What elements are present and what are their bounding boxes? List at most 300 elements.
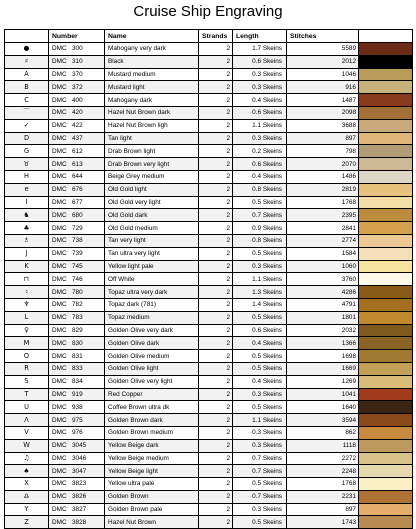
strands-cell: 2: [199, 106, 233, 119]
color-swatch: [359, 106, 413, 119]
brand-label: DMC: [52, 429, 67, 437]
symbol-cell: Y: [5, 503, 49, 516]
stitches-cell: 1698: [287, 350, 359, 363]
brand-label: DMC: [52, 160, 67, 168]
brand-label: DMC: [52, 134, 67, 142]
table-row: [5, 362, 413, 375]
name-cell: Off White: [105, 273, 199, 286]
stitches-cell: 897: [287, 503, 359, 516]
color-swatch: [359, 145, 413, 158]
strands-cell: 2: [199, 68, 233, 81]
name-cell: Drab Brown very light: [105, 158, 199, 171]
color-swatch: [359, 273, 413, 286]
table-row: [5, 273, 413, 286]
symbol-cell: L: [5, 311, 49, 324]
color-swatch: [359, 81, 413, 94]
color-swatch: [359, 439, 413, 452]
name-cell: Old Gold very light: [105, 196, 199, 209]
color-code: 829: [72, 326, 83, 334]
table-row: [5, 158, 413, 171]
color-code: 780: [72, 288, 83, 296]
brand-label: DMC: [52, 147, 67, 155]
stitches-cell: 862: [287, 426, 359, 439]
header-strands: Strands: [199, 30, 233, 43]
number-cell: [49, 401, 105, 414]
length-cell: 0.3 Skeins: [233, 81, 287, 94]
number-cell: [49, 170, 105, 183]
table-row: [5, 490, 413, 503]
color-swatch: [359, 158, 413, 171]
color-swatch: [359, 94, 413, 107]
table-row: [5, 260, 413, 273]
color-code: 644: [72, 173, 83, 181]
number-cell: [49, 388, 105, 401]
number-cell: [49, 490, 105, 503]
strands-cell: 2: [199, 478, 233, 491]
strands-cell: 2: [199, 81, 233, 94]
strands-cell: 2: [199, 196, 233, 209]
color-code: 975: [72, 416, 83, 424]
strands-cell: 2: [199, 183, 233, 196]
name-cell: Drab Brown light: [105, 145, 199, 158]
length-cell: 1.4 Skeins: [233, 298, 287, 311]
number-cell: [49, 362, 105, 375]
name-cell: Old Gold light: [105, 183, 199, 196]
number-cell: [49, 426, 105, 439]
length-cell: 0.5 Skeins: [233, 401, 287, 414]
symbol-cell: ♆: [5, 298, 49, 311]
strands-cell: 2: [199, 94, 233, 107]
table-row: [5, 183, 413, 196]
symbol-cell: V: [5, 426, 49, 439]
number-cell: [49, 337, 105, 350]
stitches-cell: 2070: [287, 158, 359, 171]
number-cell: [49, 465, 105, 478]
color-swatch: [359, 298, 413, 311]
name-cell: Mustard light: [105, 81, 199, 94]
table-row: [5, 503, 413, 516]
stitches-cell: 2272: [287, 452, 359, 465]
stitches-cell: 1768: [287, 196, 359, 209]
length-cell: 0.7 Skeins: [233, 452, 287, 465]
number-cell: [49, 145, 105, 158]
table-row: [5, 426, 413, 439]
color-code: 976: [72, 429, 83, 437]
table-row: [5, 209, 413, 222]
length-cell: 0.3 Skeins: [233, 439, 287, 452]
length-cell: 1.3 Skeins: [233, 286, 287, 299]
brand-label: DMC: [52, 45, 67, 53]
name-cell: Golden Brown: [105, 490, 199, 503]
stitches-cell: 897: [287, 132, 359, 145]
color-code: 3826: [72, 493, 87, 501]
name-cell: Tan very light: [105, 234, 199, 247]
length-cell: 0.2 Skeins: [233, 145, 287, 158]
strands-cell: 2: [199, 452, 233, 465]
symbol-cell: B: [5, 81, 49, 94]
stitches-cell: 1366: [287, 337, 359, 350]
brand-label: DMC: [52, 288, 67, 296]
brand-label: DMC: [52, 390, 67, 398]
stitches-cell: 2012: [287, 55, 359, 68]
name-cell: Golden Brown pale: [105, 503, 199, 516]
color-code: 739: [72, 250, 83, 258]
thread-table: [4, 29, 413, 529]
stitches-cell: 4286: [287, 286, 359, 299]
brand-label: DMC: [52, 365, 67, 373]
number-cell: [49, 311, 105, 324]
symbol-cell: O: [5, 350, 49, 363]
color-swatch: [359, 490, 413, 503]
brand-label: DMC: [52, 493, 67, 501]
symbol-cell: ⊓: [5, 273, 49, 286]
color-code: 400: [72, 96, 83, 104]
length-cell: 0.5 Skeins: [233, 311, 287, 324]
strands-cell: 2: [199, 414, 233, 427]
symbol-cell: R: [5, 362, 49, 375]
strands-cell: 2: [199, 375, 233, 388]
color-code: 437: [72, 134, 83, 142]
name-cell: Tan light: [105, 132, 199, 145]
length-cell: 0.4 Skeins: [233, 94, 287, 107]
table-header-row: [5, 30, 413, 43]
length-cell: 0.5 Skeins: [233, 247, 287, 260]
stitches-cell: 916: [287, 81, 359, 94]
table-row: [5, 516, 413, 529]
color-code: 782: [72, 301, 83, 309]
number-cell: [49, 234, 105, 247]
symbol-cell: ⌒: [5, 106, 49, 119]
symbol-cell: ♎: [5, 490, 49, 503]
symbol-cell: ●: [5, 43, 49, 56]
table-row: [5, 401, 413, 414]
symbol-cell: ♯: [5, 55, 49, 68]
table-row: [5, 145, 413, 158]
strands-cell: 2: [199, 55, 233, 68]
stitches-cell: 1640: [287, 401, 359, 414]
color-swatch: [359, 234, 413, 247]
symbol-cell: ♣: [5, 222, 49, 235]
name-cell: Hazel Nut Brown: [105, 516, 199, 529]
number-cell: [49, 273, 105, 286]
color-code: 3045: [72, 442, 87, 450]
strands-cell: 2: [199, 311, 233, 324]
brand-label: DMC: [52, 352, 67, 360]
color-swatch: [359, 426, 413, 439]
strands-cell: 2: [199, 158, 233, 171]
length-cell: 1.1 Skeins: [233, 119, 287, 132]
brand-label: DMC: [52, 83, 67, 91]
number-cell: [49, 414, 105, 427]
name-cell: Yellow light pale: [105, 260, 199, 273]
strands-cell: 2: [199, 43, 233, 56]
table-row: [5, 81, 413, 94]
color-swatch: [359, 247, 413, 260]
length-cell: 0.5 Skeins: [233, 362, 287, 375]
strands-cell: 2: [199, 388, 233, 401]
name-cell: Yellow ultra pale: [105, 478, 199, 491]
brand-label: DMC: [52, 442, 67, 450]
color-swatch: [359, 388, 413, 401]
stitches-cell: 1487: [287, 94, 359, 107]
color-swatch: [359, 452, 413, 465]
brand-label: DMC: [52, 454, 67, 462]
strands-cell: 2: [199, 273, 233, 286]
length-cell: 0.3 Skeins: [233, 68, 287, 81]
strands-cell: 2: [199, 350, 233, 363]
number-cell: [49, 106, 105, 119]
color-swatch: [359, 222, 413, 235]
header-swatch: [359, 30, 413, 43]
strands-cell: 2: [199, 247, 233, 260]
table-row: [5, 452, 413, 465]
name-cell: Topaz ultra very dark: [105, 286, 199, 299]
color-swatch: [359, 465, 413, 478]
table-row: [5, 170, 413, 183]
color-swatch: [359, 119, 413, 132]
color-swatch: [359, 183, 413, 196]
number-cell: [49, 222, 105, 235]
table-row: [5, 43, 413, 56]
brand-label: DMC: [52, 198, 67, 206]
length-cell: 0.3 Skeins: [233, 260, 287, 273]
color-swatch: [359, 375, 413, 388]
color-code: 3046: [72, 454, 87, 462]
length-cell: 0.5 Skeins: [233, 196, 287, 209]
name-cell: Golden Olive very dark: [105, 324, 199, 337]
color-code: 833: [72, 365, 83, 373]
symbol-cell: U: [5, 401, 49, 414]
stitches-cell: 1060: [287, 260, 359, 273]
name-cell: Mahogany dark: [105, 94, 199, 107]
brand-label: DMC: [52, 518, 67, 526]
length-cell: 1.7 Skeins: [233, 43, 287, 56]
strands-cell: 2: [199, 401, 233, 414]
length-cell: 0.6 Skeins: [233, 55, 287, 68]
length-cell: 0.6 Skeins: [233, 158, 287, 171]
header-number: Number: [49, 30, 105, 43]
stitches-cell: 3688: [287, 119, 359, 132]
number-cell: [49, 260, 105, 273]
table-row: [5, 55, 413, 68]
stitches-cell: 1768: [287, 478, 359, 491]
color-code: 310: [72, 58, 83, 66]
length-cell: 0.7 Skeins: [233, 209, 287, 222]
brand-label: DMC: [52, 186, 67, 194]
length-cell: 1.1 Skeins: [233, 273, 287, 286]
color-swatch: [359, 170, 413, 183]
symbol-cell: K: [5, 260, 49, 273]
number-cell: [49, 324, 105, 337]
color-swatch: [359, 337, 413, 350]
number-cell: [49, 55, 105, 68]
table-row: [5, 388, 413, 401]
header-symbol: [5, 30, 49, 43]
length-cell: 0.7 Skeins: [233, 490, 287, 503]
table-row: [5, 119, 413, 132]
table-row: [5, 234, 413, 247]
strands-cell: 2: [199, 298, 233, 311]
length-cell: 0.5 Skeins: [233, 478, 287, 491]
color-swatch: [359, 324, 413, 337]
table-row: [5, 286, 413, 299]
length-cell: 0.3 Skeins: [233, 388, 287, 401]
table-row: [5, 324, 413, 337]
symbol-cell: Λ: [5, 414, 49, 427]
name-cell: Yellow Beige dark: [105, 439, 199, 452]
table-row: [5, 337, 413, 350]
stitches-cell: 2231: [287, 490, 359, 503]
length-cell: 0.3 Skeins: [233, 132, 287, 145]
table-row: [5, 311, 413, 324]
symbol-cell: C: [5, 94, 49, 107]
symbol-cell: Z: [5, 516, 49, 529]
color-swatch: [359, 478, 413, 491]
number-cell: [49, 68, 105, 81]
length-cell: 0.8 Skeins: [233, 183, 287, 196]
color-code: 3828: [72, 518, 87, 526]
brand-label: DMC: [52, 211, 67, 219]
brand-label: DMC: [52, 314, 67, 322]
symbol-cell: S: [5, 375, 49, 388]
name-cell: Topaz medium: [105, 311, 199, 324]
strands-cell: 2: [199, 170, 233, 183]
header-stitches: Stitches: [287, 30, 359, 43]
brand-label: DMC: [52, 262, 67, 270]
strands-cell: 2: [199, 209, 233, 222]
color-swatch: [359, 414, 413, 427]
strands-cell: 2: [199, 503, 233, 516]
brand-label: DMC: [52, 416, 67, 424]
stitches-cell: 1584: [287, 247, 359, 260]
strands-cell: 2: [199, 465, 233, 478]
symbol-cell: I: [5, 196, 49, 209]
symbol-cell: X: [5, 478, 49, 491]
brand-label: DMC: [52, 237, 67, 245]
color-code: 745: [72, 262, 83, 270]
color-code: 831: [72, 352, 83, 360]
number-cell: [49, 183, 105, 196]
length-cell: 0.3 Skeins: [233, 426, 287, 439]
number-cell: [49, 286, 105, 299]
stitches-cell: 1041: [287, 388, 359, 401]
symbol-cell: ✓: [5, 119, 49, 132]
stitches-cell: 798: [287, 145, 359, 158]
brand-label: DMC: [52, 250, 67, 258]
number-cell: [49, 158, 105, 171]
strands-cell: 2: [199, 490, 233, 503]
number-cell: [49, 81, 105, 94]
strands-cell: 2: [199, 362, 233, 375]
color-code: 830: [72, 339, 83, 347]
brand-label: DMC: [52, 326, 67, 334]
color-code: 919: [72, 390, 83, 398]
table-row: [5, 132, 413, 145]
table-row: [5, 298, 413, 311]
strands-cell: 2: [199, 145, 233, 158]
color-code: 729: [72, 224, 83, 232]
length-cell: 0.5 Skeins: [233, 516, 287, 529]
length-cell: 0.8 Skeins: [233, 234, 287, 247]
name-cell: Golden Brown dark: [105, 414, 199, 427]
brand-label: DMC: [52, 467, 67, 475]
strands-cell: 2: [199, 324, 233, 337]
number-cell: [49, 247, 105, 260]
color-code: 3047: [72, 467, 87, 475]
stitches-cell: 2841: [287, 222, 359, 235]
symbol-cell: D: [5, 132, 49, 145]
strands-cell: 2: [199, 234, 233, 247]
table-row: [5, 465, 413, 478]
table-row: [5, 439, 413, 452]
length-cell: 0.6 Skeins: [233, 106, 287, 119]
symbol-cell: A: [5, 68, 49, 81]
strands-cell: 2: [199, 132, 233, 145]
name-cell: Yellow Beige light: [105, 465, 199, 478]
color-swatch: [359, 43, 413, 56]
brand-label: DMC: [52, 173, 67, 181]
brand-label: DMC: [52, 96, 67, 104]
name-cell: Mahogany very dark: [105, 43, 199, 56]
symbol-cell: G: [5, 145, 49, 158]
number-cell: [49, 196, 105, 209]
symbol-cell: ♠: [5, 465, 49, 478]
stitches-cell: 2098: [287, 106, 359, 119]
stitches-cell: 1486: [287, 170, 359, 183]
table-row: [5, 247, 413, 260]
strands-cell: 2: [199, 119, 233, 132]
number-cell: [49, 478, 105, 491]
name-cell: Mustard medium: [105, 68, 199, 81]
name-cell: Beige Grey medium: [105, 170, 199, 183]
name-cell: Coffee Brown ultra dk: [105, 401, 199, 414]
brand-label: DMC: [52, 506, 67, 514]
name-cell: Golden Olive medium: [105, 350, 199, 363]
color-swatch: [359, 503, 413, 516]
length-cell: 0.4 Skeins: [233, 337, 287, 350]
strands-cell: 2: [199, 337, 233, 350]
stitches-cell: 2774: [287, 234, 359, 247]
stitches-cell: 1046: [287, 68, 359, 81]
strands-cell: 2: [199, 286, 233, 299]
brand-label: DMC: [52, 301, 67, 309]
number-cell: [49, 503, 105, 516]
stitches-cell: 2819: [287, 183, 359, 196]
number-cell: [49, 452, 105, 465]
stitches-cell: 3760: [287, 273, 359, 286]
stitches-cell: 2395: [287, 209, 359, 222]
stitches-cell: 3594: [287, 414, 359, 427]
symbol-cell: ♉: [5, 158, 49, 171]
page-title: Cruise Ship Engraving: [133, 3, 283, 20]
color-code: 612: [72, 147, 83, 155]
color-code: 3823: [72, 480, 87, 488]
strands-cell: 2: [199, 260, 233, 273]
color-swatch: [359, 260, 413, 273]
symbol-cell: ♞: [5, 209, 49, 222]
stitches-cell: 4791: [287, 298, 359, 311]
color-swatch: [359, 55, 413, 68]
name-cell: Golden Olive very light: [105, 375, 199, 388]
stitches-cell: 1669: [287, 362, 359, 375]
number-cell: [49, 516, 105, 529]
header-name: Name: [105, 30, 199, 43]
symbol-cell: J: [5, 247, 49, 260]
strands-cell: 2: [199, 222, 233, 235]
color-code: 938: [72, 403, 83, 411]
number-cell: [49, 209, 105, 222]
color-swatch: [359, 516, 413, 529]
